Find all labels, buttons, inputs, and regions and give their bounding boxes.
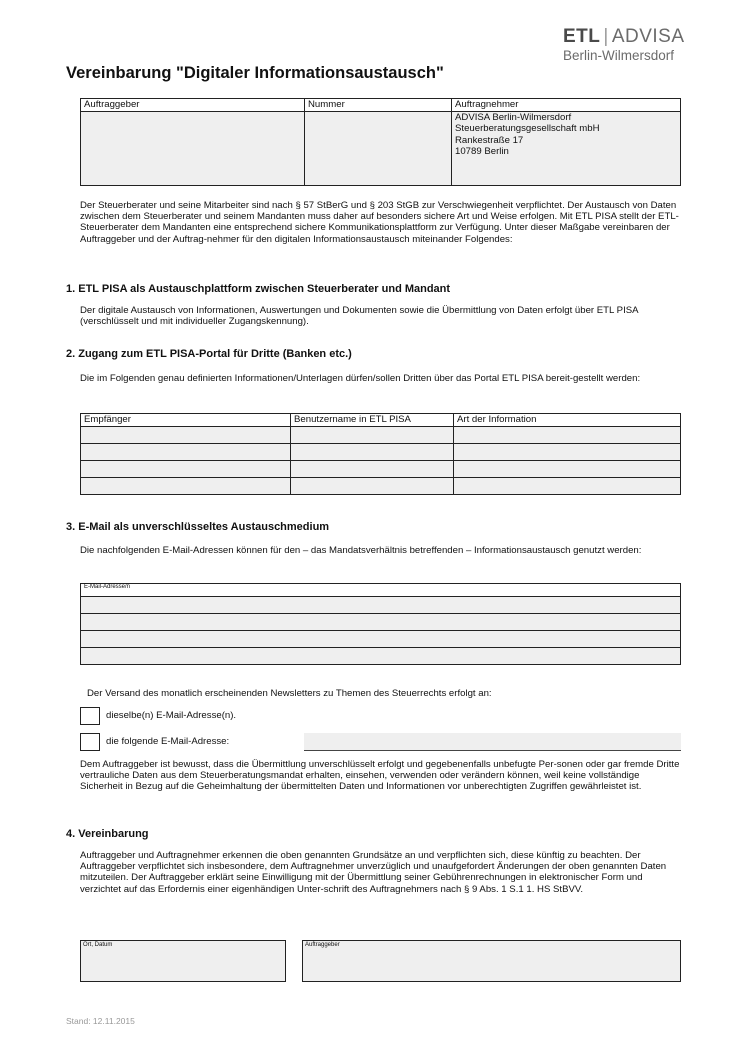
logo-subtitle: Berlin-Wilmersdorf (563, 48, 675, 63)
recipient-cell[interactable] (81, 444, 291, 461)
recipients-table (80, 413, 681, 495)
header-auftraggeber: Auftraggeber (81, 99, 305, 112)
email-field[interactable] (81, 631, 681, 648)
header-empfaenger: Empfänger (81, 414, 291, 427)
option-other-email-checkbox[interactable] (80, 733, 100, 751)
header-art: Art der Information (454, 414, 681, 427)
company-logo: ETL | ADVISA Berlin-Wilmersdorf (563, 26, 685, 63)
contractor-address (452, 112, 681, 186)
stand-date: Stand: 12.11.2015 (66, 1016, 135, 1026)
username-cell[interactable] (291, 461, 454, 478)
client-signature-field[interactable] (302, 940, 681, 982)
recipient-cell[interactable] (81, 478, 291, 495)
section-3-text: Die nachfolgenden E-Mail-Adressen können für den – das Mandatsverhältnis betreffenden – Informationsaustausch genutzt werden: (80, 545, 642, 556)
section-1-text: Der digitale Austausch von Informationen, Auswertungen und Dokumenten sowie die Übermittlung von Daten erfolgt über ETL PISA (verschlüsselt und mit individueller Zugangskennung). (80, 305, 639, 328)
section-2-heading: 2. Zugang zum ETL PISA-Portal für Dritte (Banken etc.) (66, 348, 352, 360)
header-auftragnehmer: Auftragnehmer (452, 99, 681, 112)
logo-brand-bold: ETL (563, 26, 601, 47)
email-field[interactable] (81, 614, 681, 631)
info-type-cell[interactable] (454, 478, 681, 495)
option-same-email-checkbox[interactable] (80, 707, 100, 725)
section-1-heading: 1. ETL PISA als Austauschplattform zwischen Steuerberater und Mandant (66, 283, 451, 295)
number-field[interactable] (305, 112, 452, 186)
contractor-line: Rankestraße 17 (455, 134, 524, 146)
newsletter-text: Der Versand des monatlich erscheinenden Newsletters zu Themen des Steuerrechts erfolgt an: (87, 688, 492, 699)
section-4-text: Auftraggeber und Auftragnehmer erkennen die oben genannten Grundsätze an und verpflichten sich, diese künftig zu beachten. Der Auftraggeber verpflichtet sich insbesondere, dem Auftragnehmer unverzüglich und unaufgefordert Änderungen der oben genannten Daten mitzuteilen. Der Auftraggeber erklärt seine Einwilligung mit der Übermittlung seiner Gebührenrechnungen in elektronischer Form und verzichtet auf das Erfordernis einer eigenhändigen Unter-schrift des Auftragnehmers nach § 9 Abs. 1 S.1 1. HS StBVV. (80, 850, 667, 895)
email-table (80, 583, 681, 665)
client-signature-label: Auftraggeber (305, 942, 340, 948)
email-header: E-Mail-Adresse/n (81, 584, 681, 597)
header-nummer: Nummer (305, 99, 452, 112)
username-cell[interactable] (291, 444, 454, 461)
username-cell[interactable] (291, 478, 454, 495)
section-2-text: Die im Folgenden genau definierten Informationen/Unterlagen dürfen/sollen Dritten über das Portal ETL PISA bereit-gestellt werden: (80, 373, 641, 384)
warning-text: Dem Auftraggeber ist bewusst, dass die Übermittlung unverschlüsselt erfolgt und gegebenenfalls unbefugte Per-sonen oder gar fremde Dritte vertrauliche Daten aus dem Steuerberatungsmandat erhalten, einsehen, verwenden oder verändern können, weil keine vollständige Sicherheit in Bezug auf die Geheimhaltung der übermittelten Daten und Informationen vor unberechtigten Zugriffen gewährleistet ist. (80, 759, 680, 793)
email-field[interactable] (81, 597, 681, 614)
recipient-cell[interactable] (81, 427, 291, 444)
contractor-line: 10789 Berlin (455, 146, 509, 158)
option-other-email-label: die folgende E-Mail-Adresse: (106, 736, 230, 747)
info-type-cell[interactable] (454, 427, 681, 444)
recipient-cell[interactable] (81, 461, 291, 478)
logo-brand: ADVISA (611, 26, 685, 47)
intro-text: Der Steuerberater und seine Mitarbeiter sind nach § 57 StBerG und § 203 StGB zur Verschwiegenheit verpflichtet. Der Austausch von Daten zwischen dem Steuerberater und seinem Mandanten muss daher auf besonders sichere Art und Weise erfolgen. Mit ETL PISA stellt der ETL-Steuerberater dem Mandanten eine entsprechend sichere Kommunikationsplattform zur Verfügung. Unter dieser Maßgabe vereinbaren der Auftraggeber und der Auftrag-nehmer für den digitalen Informationsaustausch miteinander Folgendes: (80, 200, 679, 245)
option-same-email-label: dieselbe(n) E-Mail-Adresse(n). (106, 710, 237, 721)
parties-table (80, 98, 681, 186)
info-type-cell[interactable] (454, 461, 681, 478)
info-type-cell[interactable] (454, 444, 681, 461)
section-3-heading: 3. E-Mail als unverschlüsseltes Austauschmedium (66, 521, 330, 533)
section-4-heading: 4. Vereinbarung (66, 828, 149, 840)
place-date-label: Ort, Datum (83, 942, 113, 948)
username-cell[interactable] (291, 427, 454, 444)
other-email-input[interactable] (304, 733, 681, 751)
client-field[interactable] (81, 112, 305, 186)
page-title: Vereinbarung "Digitaler Informationsaustausch" (66, 64, 444, 82)
email-field[interactable] (81, 648, 681, 665)
contractor-line: Steuerberatungsgesellschaft mbH (455, 123, 600, 135)
place-date-field[interactable] (80, 940, 286, 982)
contractor-line: ADVISA Berlin-Wilmersdorf (455, 112, 572, 123)
header-benutzername: Benutzername in ETL PISA (291, 414, 454, 427)
